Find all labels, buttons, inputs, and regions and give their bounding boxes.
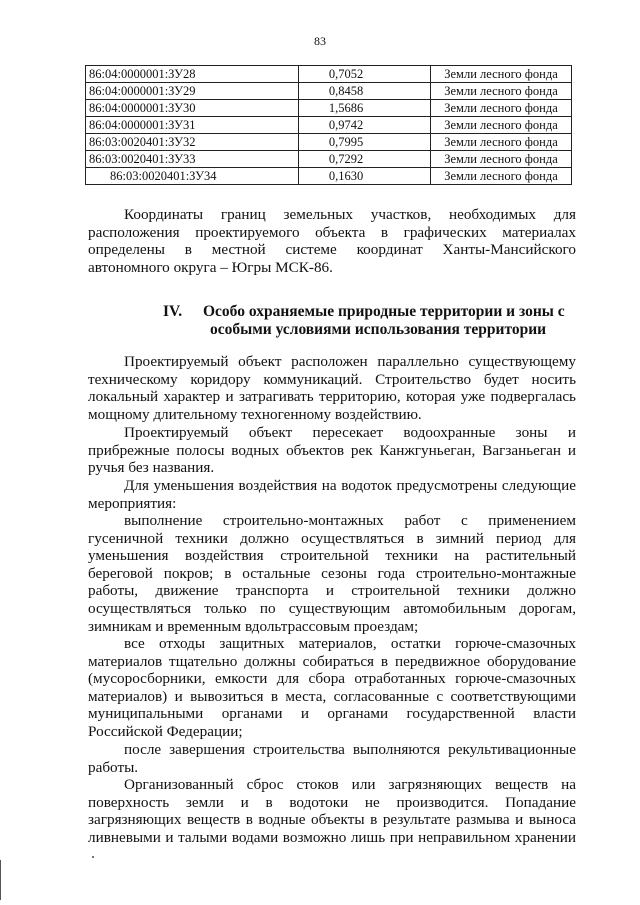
- area-cell: 0,7292: [299, 151, 431, 168]
- text-line: материалов) и вывозиться в места, согласованные с соответствующими: [88, 687, 576, 705]
- text-line: работы, движение транспорта и строительной техники должно: [88, 582, 576, 600]
- text-line: муниципальными органами и органами государственной власти: [88, 705, 576, 723]
- paragraph-measures-intro: [88, 477, 576, 512]
- cadastral-number-cell: 86:03:0020401:ЗУ34: [86, 168, 299, 185]
- area-cell: 0,7995: [299, 134, 431, 151]
- section-title-line: Особо охраняемые природные территории и зоны с: [203, 303, 565, 320]
- text-line: зимникам и временным вдольтрассовым проездам;: [88, 617, 419, 635]
- text-line: техническому коридору коммуникаций. Строительство будет носить: [88, 370, 576, 388]
- table-row: [86, 83, 572, 100]
- text-line: Российской Федерации;: [88, 722, 243, 740]
- cadastral-number-cell: 86:04:0000001:ЗУ30: [86, 100, 299, 117]
- text-line: Проектируемый объект расположен параллельно существующему: [124, 353, 576, 370]
- cadastral-number-cell: 86:04:0000001:ЗУ31: [86, 117, 299, 134]
- scan-artifact: [92, 856, 94, 858]
- cadastral-number-cell: 86:03:0020401:ЗУ33: [86, 151, 299, 168]
- paragraph-measure-waste: [88, 635, 576, 741]
- area-cell: 0,1630: [299, 168, 431, 185]
- text-line: автономного округа – Югры МСК-86.: [88, 258, 333, 276]
- paragraph-measure-recultivation: [88, 741, 576, 776]
- text-line: мероприятия:: [88, 494, 177, 512]
- area-cell: 1,5686: [299, 100, 431, 117]
- land-category-cell: Земли лесного фонда: [431, 100, 572, 117]
- text-line: работы.: [88, 758, 139, 776]
- text-line: локальный характер и затрагивать территорию, которая уже подвергалась: [88, 388, 576, 406]
- table-row: [86, 134, 572, 151]
- section-number: IV.: [163, 303, 183, 320]
- land-category-cell: Земли лесного фонда: [431, 134, 572, 151]
- text-line: уменьшения воздействия строительной техники на растительный: [88, 547, 576, 565]
- text-line: определены в местной системе координат Ханты-Мансийского: [88, 241, 576, 259]
- text-line: выполнение строительно-монтажных работ с применением: [124, 512, 576, 529]
- text-line: гусеничной техники должно осуществляться в зимний период для: [88, 529, 576, 547]
- paragraph-discharge: [88, 776, 576, 846]
- text-line: береговой покров; в остальные сезоны года строительно-монтажные: [88, 564, 576, 582]
- text-line: (мусоросборники, емкости для сбора отработанных горюче-смазочных: [88, 670, 576, 688]
- land-category-cell: Земли лесного фонда: [431, 117, 572, 134]
- text-line: мощному длительному техногенному воздействию.: [88, 405, 422, 423]
- land-parcels-table: [85, 65, 572, 185]
- land-category-cell: Земли лесного фонда: [431, 168, 572, 185]
- section-title-line: особыми условиями использования территории: [210, 321, 547, 338]
- text-line: загрязняющих веществ в водные объекты в результате размыва и выноса: [88, 811, 576, 829]
- land-category-cell: Земли лесного фонда: [431, 151, 572, 168]
- land-category-cell: Земли лесного фонда: [431, 83, 572, 100]
- table-row: [86, 100, 572, 117]
- page-number: 83: [314, 34, 326, 48]
- scan-edge-artifact: [0, 860, 3, 900]
- table-row: [86, 168, 572, 185]
- area-cell: 0,9742: [299, 117, 431, 134]
- paragraph-project-location: [88, 353, 576, 423]
- coordinates-paragraph: [88, 206, 576, 276]
- paragraph-measure-winter-works: [88, 512, 576, 635]
- cadastral-number-cell: 86:04:0000001:ЗУ28: [86, 66, 299, 83]
- land-category-cell: Земли лесного фонда: [431, 66, 572, 83]
- table-row: [86, 66, 572, 83]
- cadastral-number-cell: 86:04:0000001:ЗУ29: [86, 83, 299, 100]
- text-line: прибрежные полосы водных объектов рек Канжгуньеган, Вагзаньеган и: [88, 441, 576, 459]
- paragraph-water-protection: [88, 424, 576, 477]
- table-row: [86, 151, 572, 168]
- table-row: [86, 117, 572, 134]
- text-line: Проектируемый объект пересекает водоохранные зоны и: [124, 424, 576, 441]
- text-line: ливневыми и талыми водами возможно лишь при неправильном хранении: [88, 828, 576, 846]
- text-line: Для уменьшения воздействия на водоток предусмотрены следующие: [124, 477, 576, 494]
- area-cell: 0,8458: [299, 83, 431, 100]
- text-line: ручья без названия.: [88, 459, 215, 477]
- text-line: Организованный сброс стоков или загрязняющих веществ на: [124, 776, 576, 793]
- text-line: после завершения строительства выполняются рекультивационные: [124, 741, 576, 758]
- text-line: материалов тщательно должны собираться в передвижное оборудование: [88, 652, 576, 670]
- text-line: все отходы защитных материалов, остатки горюче-смазочных: [124, 635, 576, 652]
- cadastral-number-cell: 86:03:0020401:ЗУ32: [86, 134, 299, 151]
- text-line: поверхность земли и в водотоки не производится. Попадание: [88, 793, 576, 811]
- text-line: Координаты границ земельных участков, необходимых для: [124, 206, 576, 223]
- area-cell: 0,7052: [299, 66, 431, 83]
- text-line: расположения проектируемого объекта в графических материалах: [88, 223, 576, 241]
- text-line: осуществляться только по существующим автомобильным дорогам,: [88, 599, 576, 617]
